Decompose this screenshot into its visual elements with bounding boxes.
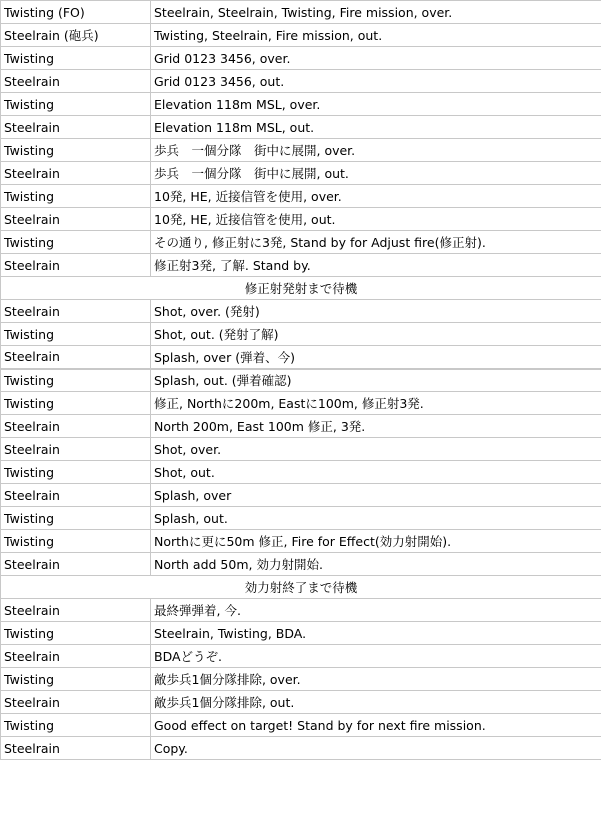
table-row bbox=[1, 668, 601, 691]
message-cell: 歩兵 一個分隊 街中に展開, out. bbox=[151, 162, 601, 185]
table-row bbox=[1, 1, 601, 24]
speaker-cell: Steelrain bbox=[1, 300, 151, 323]
table-row bbox=[1, 231, 601, 254]
speaker-cell: Twisting bbox=[1, 369, 151, 392]
section-note-row bbox=[1, 277, 601, 300]
table-row bbox=[1, 714, 601, 737]
section-note-row bbox=[1, 576, 601, 599]
speaker-cell: Steelrain bbox=[1, 645, 151, 668]
message-cell: Shot, out. bbox=[151, 461, 601, 484]
message-cell: Twisting, Steelrain, Fire mission, out. bbox=[151, 24, 601, 47]
table-row bbox=[1, 553, 601, 576]
speaker-cell: Steelrain bbox=[1, 553, 151, 576]
speaker-cell: Steelrain bbox=[1, 208, 151, 231]
message-cell: Grid 0123 3456, out. bbox=[151, 70, 601, 93]
radio-log-body bbox=[1, 1, 601, 760]
table-row bbox=[1, 691, 601, 714]
message-cell: その通り, 修正射に3発, Stand by for Adjust fire(修正射). bbox=[151, 231, 601, 254]
table-row bbox=[1, 208, 601, 231]
table-row bbox=[1, 162, 601, 185]
speaker-cell: Twisting (FO) bbox=[1, 1, 151, 24]
table-row bbox=[1, 392, 601, 415]
table-row bbox=[1, 461, 601, 484]
table-row bbox=[1, 484, 601, 507]
message-cell: Shot, out. (発射了解) bbox=[151, 323, 601, 346]
speaker-cell: Twisting bbox=[1, 47, 151, 70]
table-row bbox=[1, 47, 601, 70]
table-row bbox=[1, 645, 601, 668]
speaker-cell: Steelrain bbox=[1, 737, 151, 760]
message-cell: Splash, out. bbox=[151, 507, 601, 530]
table-row bbox=[1, 254, 601, 277]
speaker-cell: Twisting bbox=[1, 668, 151, 691]
message-cell: BDAどうぞ. bbox=[151, 645, 601, 668]
speaker-cell: Twisting bbox=[1, 507, 151, 530]
speaker-cell: Steelrain bbox=[1, 162, 151, 185]
message-cell: Copy. bbox=[151, 737, 601, 760]
speaker-cell: Twisting bbox=[1, 461, 151, 484]
speaker-cell: Steelrain bbox=[1, 599, 151, 622]
message-cell: Shot, over. (発射) bbox=[151, 300, 601, 323]
table-row bbox=[1, 369, 601, 392]
message-cell: 10発, HE, 近接信管を使用, over. bbox=[151, 185, 601, 208]
speaker-cell: Steelrain (砲兵) bbox=[1, 24, 151, 47]
speaker-cell: Twisting bbox=[1, 714, 151, 737]
message-cell: Splash, over (弾着、今) bbox=[151, 346, 601, 369]
table-row bbox=[1, 185, 601, 208]
table-row bbox=[1, 323, 601, 346]
speaker-cell: Steelrain bbox=[1, 116, 151, 139]
speaker-cell: Steelrain bbox=[1, 691, 151, 714]
message-cell: Steelrain, Steelrain, Twisting, Fire mission, over. bbox=[151, 1, 601, 24]
section-note: 修正射発射まで待機 bbox=[1, 277, 601, 300]
speaker-cell: Steelrain bbox=[1, 346, 151, 369]
message-cell: 修正射3発, 了解. Stand by. bbox=[151, 254, 601, 277]
message-cell: Good effect on target! Stand by for next fire mission. bbox=[151, 714, 601, 737]
message-cell: Grid 0123 3456, over. bbox=[151, 47, 601, 70]
message-cell: Elevation 118m MSL, out. bbox=[151, 116, 601, 139]
speaker-cell: Steelrain bbox=[1, 438, 151, 461]
speaker-cell: Twisting bbox=[1, 323, 151, 346]
speaker-cell: Steelrain bbox=[1, 415, 151, 438]
table-row bbox=[1, 70, 601, 93]
speaker-cell: Twisting bbox=[1, 622, 151, 645]
message-cell: 敵歩兵1個分隊排除, out. bbox=[151, 691, 601, 714]
speaker-cell: Steelrain bbox=[1, 254, 151, 277]
table-row bbox=[1, 346, 601, 369]
message-cell: 敵歩兵1個分隊排除, over. bbox=[151, 668, 601, 691]
message-cell: Northに更に50m 修正, Fire for Effect(効力射開始). bbox=[151, 530, 601, 553]
speaker-cell: Steelrain bbox=[1, 484, 151, 507]
table-row bbox=[1, 438, 601, 461]
message-cell: North add 50m, 効力射開始. bbox=[151, 553, 601, 576]
speaker-cell: Steelrain bbox=[1, 70, 151, 93]
table-row bbox=[1, 507, 601, 530]
speaker-cell: Twisting bbox=[1, 231, 151, 254]
message-cell: 修正, Northに200m, Eastに100m, 修正射3発. bbox=[151, 392, 601, 415]
message-cell: North 200m, East 100m 修正, 3発. bbox=[151, 415, 601, 438]
table-row bbox=[1, 93, 601, 116]
message-cell: Splash, over bbox=[151, 484, 601, 507]
message-cell: 最終弾弾着, 今. bbox=[151, 599, 601, 622]
speaker-cell: Twisting bbox=[1, 530, 151, 553]
message-cell: 歩兵 一個分隊 街中に展開, over. bbox=[151, 139, 601, 162]
speaker-cell: Twisting bbox=[1, 392, 151, 415]
table-row bbox=[1, 24, 601, 47]
section-note: 効力射終了まで待機 bbox=[1, 576, 601, 599]
speaker-cell: Twisting bbox=[1, 185, 151, 208]
message-cell: Steelrain, Twisting, BDA. bbox=[151, 622, 601, 645]
table-row bbox=[1, 116, 601, 139]
speaker-cell: Twisting bbox=[1, 139, 151, 162]
message-cell: Elevation 118m MSL, over. bbox=[151, 93, 601, 116]
table-row bbox=[1, 415, 601, 438]
table-row bbox=[1, 737, 601, 760]
table-row bbox=[1, 300, 601, 323]
table-row bbox=[1, 599, 601, 622]
speaker-cell: Twisting bbox=[1, 93, 151, 116]
message-cell: Splash, out. (弾着確認) bbox=[151, 369, 601, 392]
table-row bbox=[1, 530, 601, 553]
table-row bbox=[1, 622, 601, 645]
message-cell: Shot, over. bbox=[151, 438, 601, 461]
table-row bbox=[1, 139, 601, 162]
message-cell: 10発, HE, 近接信管を使用, out. bbox=[151, 208, 601, 231]
